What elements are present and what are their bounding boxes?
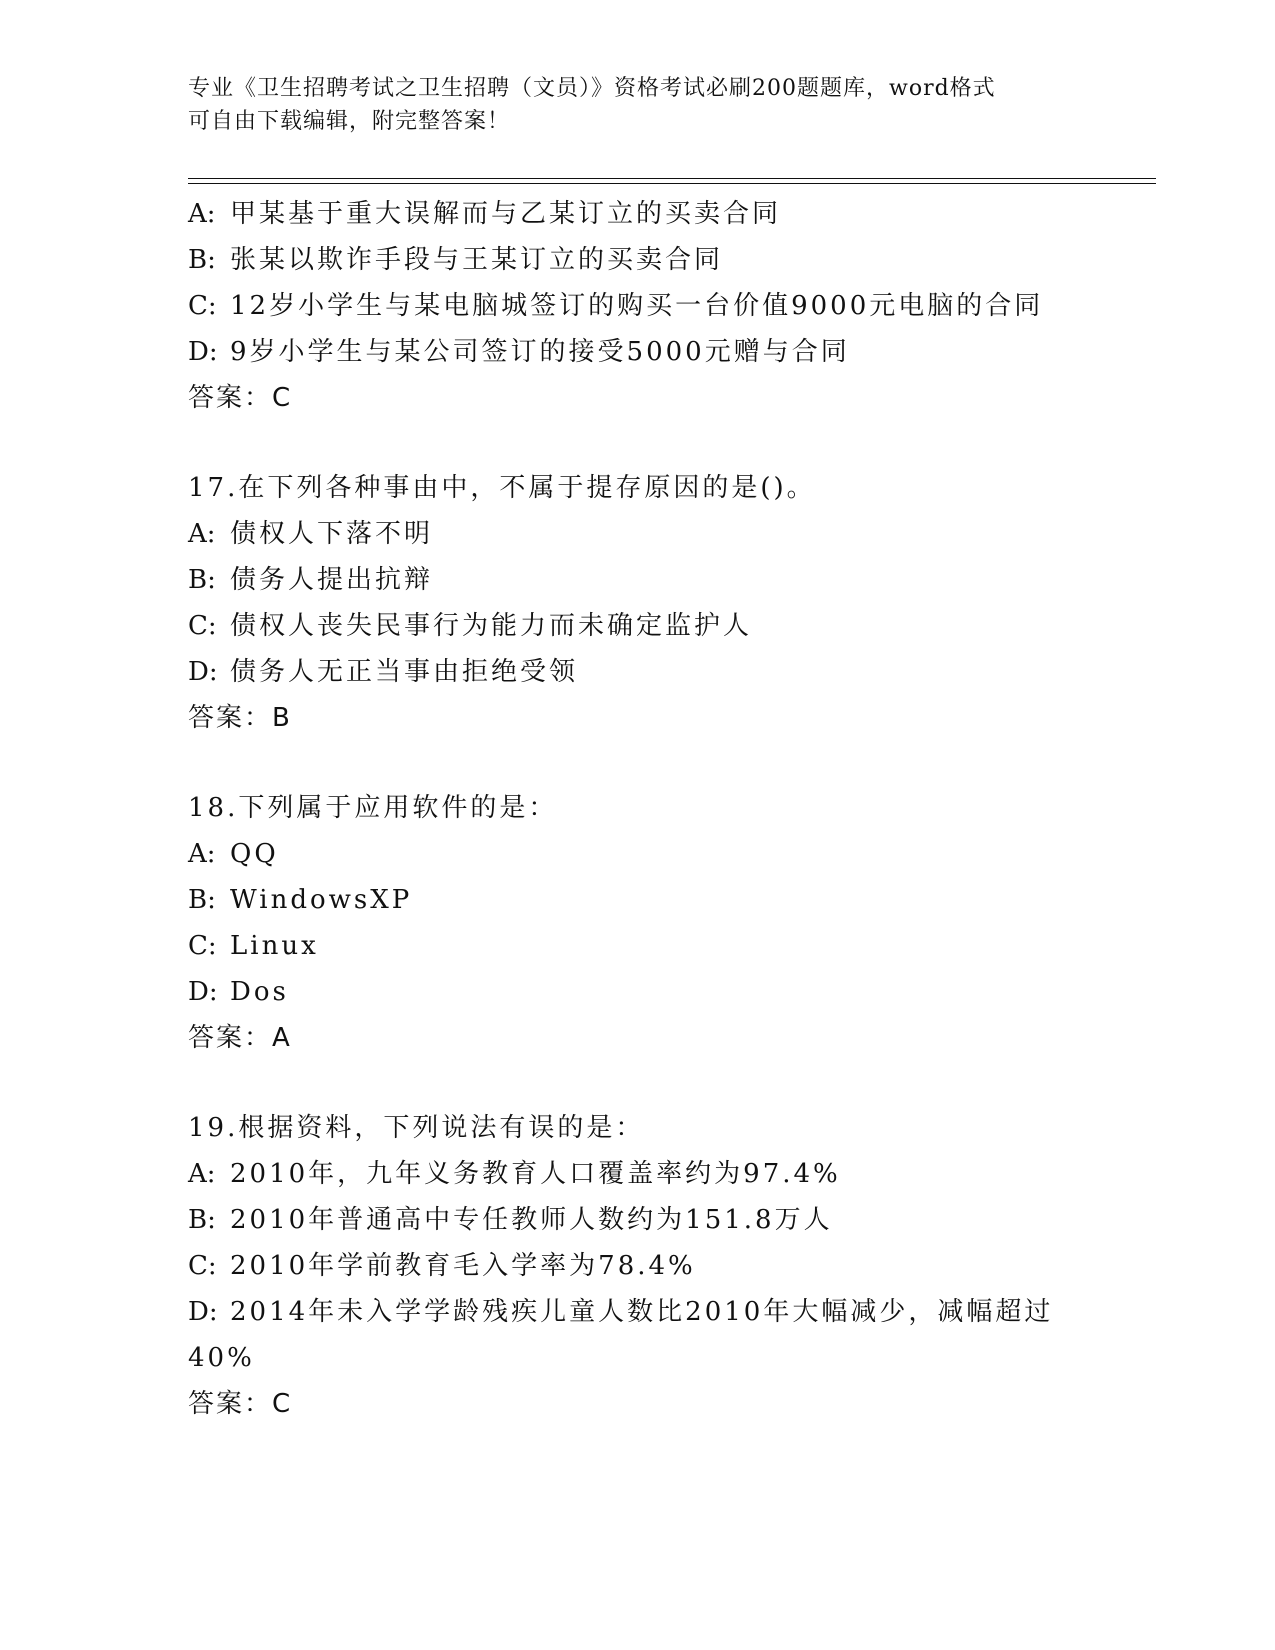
option-text: 9岁小学生与某公司签订的接受5000元赠与合同 bbox=[230, 337, 850, 367]
option-a bbox=[188, 1151, 1088, 1197]
option-c bbox=[188, 923, 1088, 969]
answer-line: 答案：B bbox=[188, 703, 292, 733]
option-label: A: bbox=[188, 1159, 216, 1189]
option-text: Dos bbox=[230, 977, 289, 1007]
option-text: 债权人丧失民事行为能力而未确定监护人 bbox=[230, 611, 753, 641]
option-text: 甲某基于重大误解而与乙某订立的买卖合同 bbox=[230, 199, 782, 229]
question-stem: 19.根据资料，下列说法有误的是： bbox=[188, 1113, 645, 1143]
option-d bbox=[188, 1289, 1088, 1335]
option-b bbox=[188, 877, 1088, 923]
option-label: A: bbox=[188, 519, 216, 549]
option-c bbox=[188, 1243, 1088, 1289]
option-d-continuation: 40% bbox=[188, 1343, 255, 1373]
option-label: C: bbox=[188, 931, 217, 961]
question-16 bbox=[188, 191, 1088, 421]
option-label: A: bbox=[188, 199, 216, 229]
option-a bbox=[188, 191, 1088, 237]
spacer bbox=[188, 741, 1088, 785]
option-d bbox=[188, 329, 1088, 375]
option-text: 2010年，九年义务教育人口覆盖率约为97.4% bbox=[230, 1159, 841, 1189]
answer-line: 答案：A bbox=[188, 1023, 292, 1053]
option-label: D: bbox=[188, 337, 218, 367]
option-label: D: bbox=[188, 1297, 218, 1327]
option-text: 2010年普通高中专任教师人数约为151.8万人 bbox=[230, 1205, 833, 1235]
header-title-line-2: 可自由下载编辑，附完整答案！ bbox=[188, 109, 511, 134]
spacer bbox=[188, 1061, 1088, 1105]
question-stem: 18.下列属于应用软件的是： bbox=[188, 793, 558, 823]
option-label: B: bbox=[188, 565, 216, 595]
option-text: 2014年未入学学龄残疾儿童人数比2010年大幅减少，减幅超过 bbox=[230, 1297, 1054, 1327]
option-label: A: bbox=[188, 839, 216, 869]
option-label: C: bbox=[188, 291, 217, 321]
header-divider-top bbox=[188, 178, 1156, 179]
option-b bbox=[188, 237, 1088, 283]
option-d bbox=[188, 649, 1088, 695]
option-label: C: bbox=[188, 611, 217, 641]
option-label: D: bbox=[188, 977, 218, 1007]
option-text: 12岁小学生与某电脑城签订的购买一台价值9000元电脑的合同 bbox=[230, 291, 1044, 321]
option-b bbox=[188, 557, 1088, 603]
question-18 bbox=[188, 785, 1088, 1061]
option-label: C: bbox=[188, 1251, 217, 1281]
question-stem: 17.在下列各种事由中，不属于提存原因的是()。 bbox=[188, 473, 816, 503]
question-17 bbox=[188, 465, 1088, 741]
header-title-line-1: 专业《卫生招聘考试之卫生招聘（文员）》资格考试必刷200题题库，word格式 bbox=[188, 76, 996, 101]
option-label: B: bbox=[188, 885, 216, 915]
option-b bbox=[188, 1197, 1088, 1243]
option-text: 债务人无正当事由拒绝受领 bbox=[230, 657, 579, 687]
option-c bbox=[188, 283, 1088, 329]
option-c bbox=[188, 603, 1088, 649]
option-text: QQ bbox=[230, 839, 279, 869]
option-text: Linux bbox=[230, 931, 319, 961]
option-text: 债权人下落不明 bbox=[230, 519, 434, 549]
document-header bbox=[188, 72, 1068, 138]
option-text: 2010年学前教育毛入学率为78.4% bbox=[230, 1251, 696, 1281]
option-a bbox=[188, 831, 1088, 877]
answer-line: 答案：C bbox=[188, 1389, 293, 1419]
spacer bbox=[188, 421, 1088, 465]
question-19 bbox=[188, 1105, 1088, 1427]
option-a bbox=[188, 511, 1088, 557]
option-text: 债务人提出抗辩 bbox=[230, 565, 434, 595]
option-label: D: bbox=[188, 657, 218, 687]
option-text: 张某以欺诈手段与王某订立的买卖合同 bbox=[230, 245, 724, 275]
option-d bbox=[188, 969, 1088, 1015]
option-label: B: bbox=[188, 1205, 216, 1235]
question-list bbox=[188, 191, 1088, 1427]
option-text: WindowsXP bbox=[230, 885, 413, 915]
header-divider-bottom bbox=[188, 183, 1156, 184]
answer-line: 答案：C bbox=[188, 383, 293, 413]
option-label: B: bbox=[188, 245, 216, 275]
